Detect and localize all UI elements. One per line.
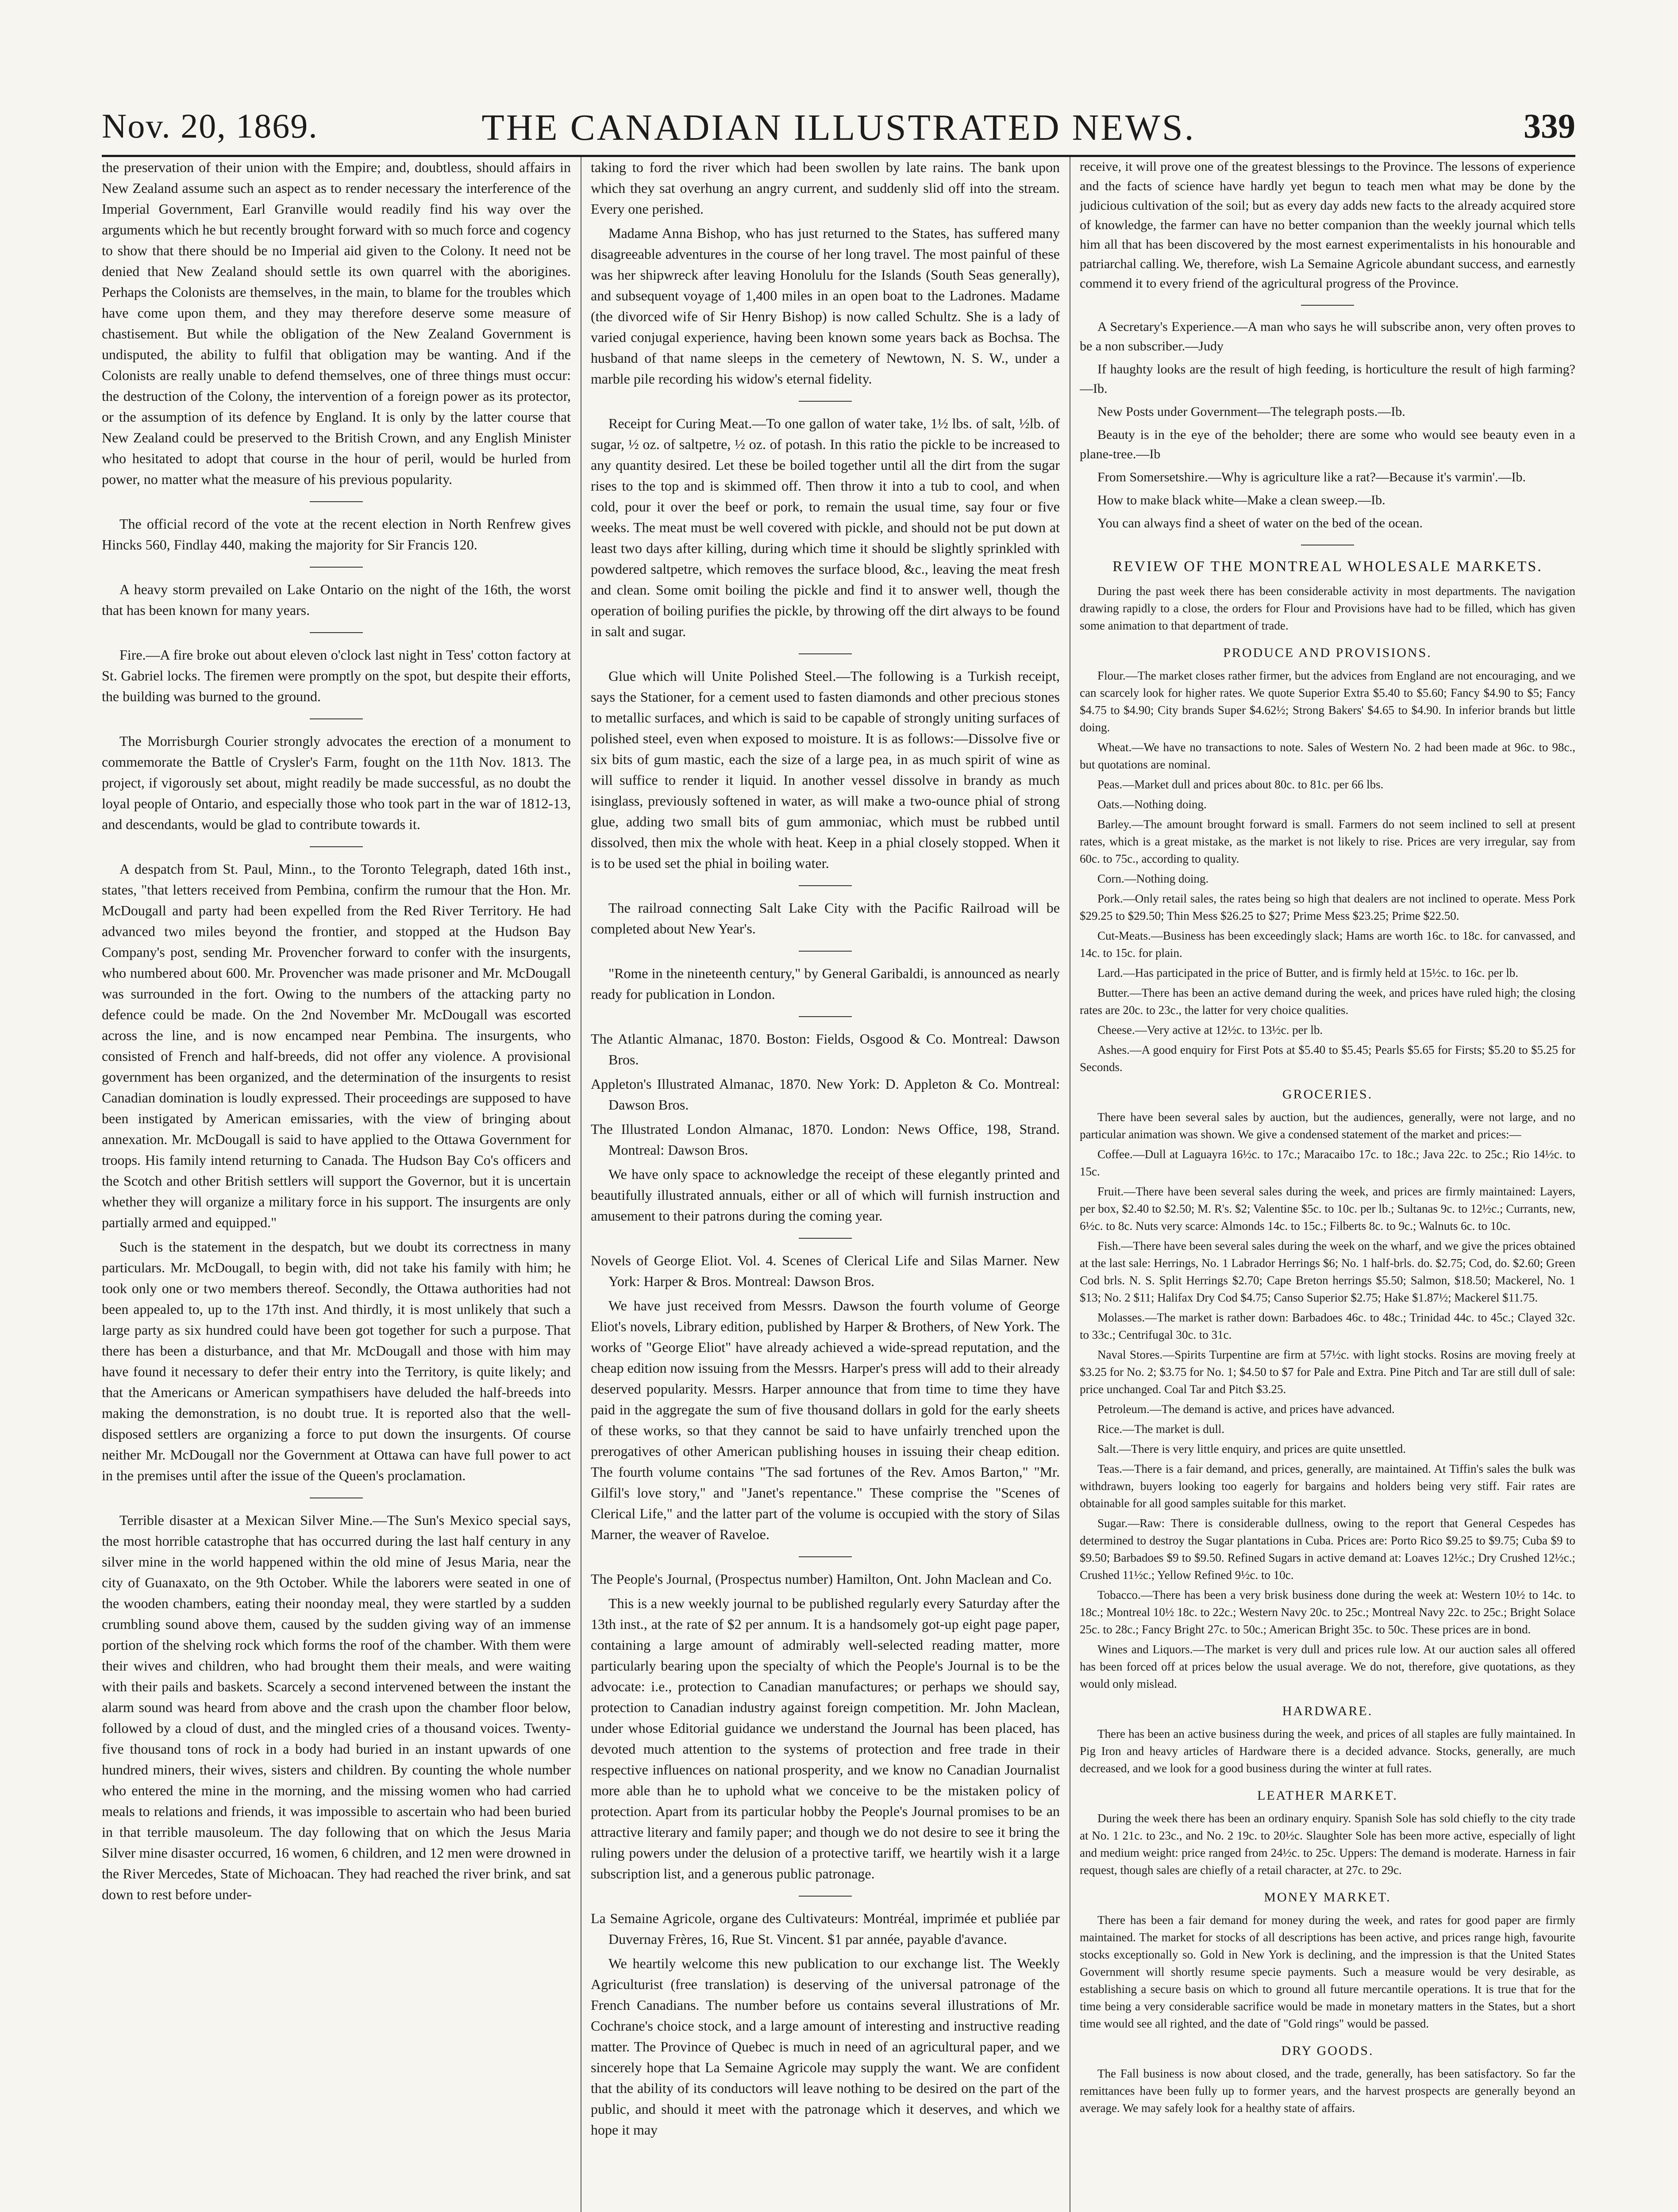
separator <box>310 632 363 633</box>
separator <box>799 951 852 952</box>
leather-heading: LEATHER MARKET. <box>1257 1788 1398 1803</box>
book-notices <box>591 1569 1060 1590</box>
produce-item: Barley.—The amount brought forward is small. Farmers do not seem inclined to sell at present rates, which is a great mistake, as the market is not likely to rise. Prices are very irregular, say from 60c. to 75c., according to quality. <box>1080 818 1575 865</box>
produce-item: Pork.—Only retail sales, the rates being so high that dealers are not inclined to operate. Mess Pork $29.25 to $29.50; Thin Mess $26.25 to $27; Prime Mess $23.25; Prime $22.50. <box>1080 892 1575 922</box>
article-paragraph: Receipt for Curing Meat.—To one gallon of water take, 1½ lbs. of salt, ½lb. of sugar, ½ oz. of saltpetre, ½ oz. of potash. In this ratio the pickle to be increased to any quantity desired. Let these be boiled together until all the dirt from the sugar rises to the top and is skimmed off. Then throw it into a tub to cool, and when cold, pour it over the beef or pork, to remain the usual time, say four or five weeks. The meat must be well covered with pickle, and should not be put down at least two days after killing, during which time it should be slightly sprinkled with powdered saltpetre, which removes the surface blood, &c., leaving the meat fresh and clean. Some omit boiling the pickle and find it to answer well, though the operation of boiling purifies the pickle, by throwing off the dirt always to be found in salt and sugar. <box>591 415 1060 639</box>
separator <box>310 501 363 502</box>
column-3 <box>1080 157 1575 2212</box>
article-paragraph: The Morrisburgh Courier strongly advocates the erection of a monument to commemorate the Battle of Crysler's Farm, fought on the 11th Nov. 1813. The project, if vigorously set about, might readily be made successful, as no doubt the loyal people of Ontario, and especially those who took part in the war of 1812-13, and descendants, would be glad to contribute towards it. <box>102 733 571 832</box>
dry-goods-heading: DRY GOODS. <box>1281 2043 1374 2058</box>
article-paragraph: Fire.—A fire broke out about eleven o'clock last night in Tess' cotton factory at St. Gabriel locks. The firemen were promptly on the spot, but despite their efforts, the building was burned to the ground. <box>102 647 571 704</box>
produce-list <box>1080 667 1575 1076</box>
groceries-item: Sugar.—Raw: There is considerable dullness, owing to the report that General Cespedes has determined to destroy the Sugar plantations in Cuba. Prices are: Porto Rico $9.25 to $9.75; Cuba $9 to $9.50; Barbadoes $9 to $9.50. Refined Sugars in active demand at: Loaves 12½c.; Dry Crushed 12½c.; Crushed 11½c.; Yellow Refined 9½c. to 10c. <box>1080 1517 1575 1582</box>
produce-item: Cut-Meats.—Business has been exceedingly slack; Hams are worth 16c. to 18c. for canvassed, and 14c. to 15c. for plain. <box>1080 929 1575 960</box>
book-notice: Appleton's Illustrated Almanac, 1870. New York: D. Appleton & Co. Montreal: Dawson Bros. <box>591 1076 1060 1113</box>
separator <box>799 1896 852 1897</box>
separator <box>1301 305 1354 306</box>
groceries-item: Fish.—There have been several sales during the week on the wharf, and we give the prices obtained at the last sale: Herrings, No. 1 Labrador Herrings $6; No. 1 half-brls. do. $2.75; Cod, do. $2.60; Green Cod brls. N. S. Split Herrings $2.70; Cape Breton herrings $5.50; Salmon, $18.50; Mackerel, No. 1 $13; No. 2 $11; Halifax Dry Cod $4.75; Canso Superior $2.75; Hake $1.87½; Mackerel $11.75. <box>1080 1239 1575 1304</box>
article-paragraph: "Rome in the nineteenth century," by General Garibaldi, is announced as nearly ready for publication in London. <box>591 965 1060 1002</box>
groceries-item: Salt.—There is very little enquiry, and prices are quite unsettled. <box>1097 1442 1406 1455</box>
jest-item: If haughty looks are the result of high feeding, is horticulture the result of high farming?—Ib. <box>1080 362 1575 396</box>
hardware-text: There has been an active business during the week, and prices of all staples are fully maintained. In Pig Iron and heavy articles of Hardware there is a decided advance. Stocks, generally, are much decreased, and we look for a good business during the winter at full rates. <box>1080 1727 1575 1775</box>
book-notices <box>591 1029 1060 1160</box>
separator <box>799 1238 852 1239</box>
groceries-intro: There have been several sales by auction, but the audiences, generally, were not large, and no particular animation was shown. We give a condensed statement of the market and prices:— <box>1080 1110 1575 1141</box>
article-paragraph: We have only space to acknowledge the receipt of these elegantly printed and beautifully illustrated annuals, either or all of which will furnish instruction and amusement to their patrons during the coming year. <box>591 1166 1060 1224</box>
article-paragraph: taking to ford the river which had been swollen by late rains. The bank upon which they sat overhung an angry current, and suddenly slid off into the stream. Every one perished. <box>591 159 1060 217</box>
jest-item: A Secretary's Experience.—A man who says he will subscribe anon, very often proves to be a non subscriber.—Judy <box>1080 319 1575 353</box>
separator <box>799 1016 852 1017</box>
dry-goods-text: The Fall business is now about closed, and the trade, generally, has been satisfactory. So far the remittances have been fully up to former years, and the harvest prospects are generally beyond an average. We may safely look for a healthy state of affairs. <box>1080 2067 1575 2115</box>
separator <box>799 1556 852 1557</box>
masthead-title: THE CANADIAN ILLUSTRATED NEWS. <box>481 107 1196 148</box>
book-notices <box>591 1908 1060 1950</box>
separator <box>310 718 363 719</box>
produce-item: Corn.—Nothing doing. <box>1097 872 1209 885</box>
groceries-list <box>1080 1146 1575 1693</box>
book-notice: The People's Journal, (Prospectus number) Hamilton, Ont. John Maclean and Co. <box>591 1571 1052 1587</box>
book-notice: The Illustrated London Almanac, 1870. London: News Office, 198, Strand. Montreal: Dawson Bros. <box>591 1121 1060 1158</box>
markets-heading: REVIEW OF THE MONTREAL WHOLESALE MARKETS. <box>1112 558 1543 575</box>
jest-item: From Somersetshire.—Why is agriculture like a rat?—Because it's varmin'.—Ib. <box>1097 470 1526 484</box>
produce-item: Lard.—Has participated in the price of Butter, and is firmly held at 15½c. to 16c. per lb. <box>1097 966 1519 979</box>
article-paragraph: the preservation of their union with the Empire; and, doubtless, should affairs in New Zealand assume such an aspect as to render necessary the interference of the Imperial Government, Earl Granville would readily find his way over the arguments which he but recently brought forward with so much force and cogency to show that there should be no Imperial aid given to the Colony. It need not be denied that New Zealand should settle its own quarrel with the aborigines. Perhaps the Colonists are themselves, in the main, to blame for the troubles which have come upon them, and they may therefore deserve some measure of chastisement. But while the obligation of the New Zealand Government is undisputed, the ability to fulfil that obligation may be wanting. And if the Colonists are really unable to defend themselves, one of three things must occur: the destruction of the Colony, the intervention of a foreign power as its protector, or the assumption of its defence by England. It is only by the latter course that New Zealand could be preserved to the British Crown, and any English Minister who hesitated to adopt that course in the hour of peril, would be hurled from power, no matter what the measure of his previous popularity. <box>102 159 571 487</box>
book-notice: Novels of George Eliot. Vol. 4. Scenes of Clerical Life and Silas Marner. New York: Harper & Bros. Montreal: Dawson Bros. <box>591 1252 1060 1289</box>
article-paragraph: A heavy storm prevailed on Lake Ontario on the night of the 16th, the worst that has been known for many years. <box>102 581 571 618</box>
money-heading: MONEY MARKET. <box>1264 1890 1391 1905</box>
produce-item: Oats.—Nothing doing. <box>1097 798 1207 811</box>
article-paragraph: This is a new weekly journal to be published regularly every Saturday after the 13th inst., at the rate of $2 per annum. It is a handsomely got-up eight page paper, containing a large amount of admirably well-selected reading matter, more particularly bearing upon the specialty of which the People's Journal is to be the advocate: i.e., protection to Canadian manufactures; or perhaps we should say, protection to Canadian industry against foreign competition. Mr. John Maclean, under whose Editorial guidance we understand the Journal has been placed, has devoted much attention to the systems of protection and free trade in their respective influences on national prosperity, and we know no Canadian Journalist more able than he to uphold what we conceive to be the mistaken policy of protection. Apart from its particular hobby the People's Journal promises to be an attractive literary and family paper; and though we do not desire to see it bring the ruling powers under the delusion of a protective tariff, we heartily wish it a large subscription list, and a generous public patronage. <box>591 1595 1060 1882</box>
jest-item: How to make black white—Make a clean sweep.—Ib. <box>1097 493 1386 507</box>
produce-item: Cheese.—Very active at 12½c. to 13½c. per lb. <box>1097 1023 1323 1037</box>
jest-item: New Posts under Government—The telegraph posts.—Ib. <box>1097 404 1405 419</box>
article-paragraph: Terrible disaster at a Mexican Silver Mine.—The Sun's Mexico special says, the most horrible catastrophe that has occurred during the last half century in any silver mine in the world happened within the old mine of Jesus Maria, near the city of Guanaxato, on the 9th October. While the laborers were seated in one of the wooden chambers, eating their noonday meal, they were startled by a sudden crumbling sound above them, caused by the sudden giving way of an immense portion of the shelving rock which forms the roof of the chamber. With them were their wives and children, who had brought them their meals, and were waiting with their pails and baskets. Scarcely a second intervened between the instant the alarm sound was heard from above and the crash upon the chamber floor below, followed by a cloud of dust, and the mingled cries of a thousand voices. Twenty-five thousand tons of rock in a body had buried in an instant upwards of one hundred miners, their wives, sisters and children. By counting the whole number who entered the mine in the morning, and the missing women who had carried meals to relations and friends, it was impossible to ascertain who had been buried in that terrible mausoleum. The day following that on which the Jesus Maria Silver mine disaster occurred, 16 women, 6 children, and 12 men were drowned in the River Mercedes, State of Michoacan. They had reached the river brink, and sat down to rest before under- <box>102 1512 571 1902</box>
article-paragraph: We have just received from Messrs. Dawson the fourth volume of George Eliot's novels, Library edition, published by Harper & Brothers, of New York. The works of "George Eliot" have already achieved a wide-spread reputation, and the cheap edition now issuing from the Messrs. Harper's press will add to their already deserved popularity. Messrs. Harper announce that from time to time they have paid in the aggregate the sum of five thousand dollars in gold for the early sheets of these works, so that they cannot be said to have unfairly trenched upon the prerogatives of other American publishing houses in issuing their cheap edition. The fourth volume contains "The sad fortunes of the Rev. Amos Barton," "Mr. Gilfil's love story," and "Janet's repentance." These comprise the "Scenes of Clerical Life," and the latter part of the volume is occupied with the story of Silas Marner, the weaver of Raveloe. <box>591 1298 1060 1542</box>
produce-item: Ashes.—A good enquiry for First Pots at $5.40 to $5.45; Pearls $5.65 for Firsts; $5.20 to $5.25 for Seconds. <box>1080 1043 1575 1074</box>
page-number: 339 <box>1524 107 1575 145</box>
article-paragraph: receive, it will prove one of the greatest blessings to the Province. The lessons of experience and the facts of science have hardly yet begun to teach men what may be done by the judicious cultivation of the soil; but as every day adds new facts to the already acquired store of knowledge, the farmer can have no better companion than the weekly journal which tells him all that has been discovered by the most earnest experimentalists in his honourable and patriarchal calling. We, therefore, wish La Semaine Agricole abundant success, and earnestly commend it to every friend of the agricultural progress of the Province. <box>1080 159 1575 291</box>
groceries-item: Rice.—The market is dull. <box>1097 1422 1225 1436</box>
groceries-heading: GROCERIES. <box>1282 1087 1373 1102</box>
article-paragraph: The railroad connecting Salt Lake City with the Pacific Railroad will be completed about New Year's. <box>591 900 1060 937</box>
book-notice: The Atlantic Almanac, 1870. Boston: Fields, Osgood & Co. Montreal: Dawson Bros. <box>591 1031 1060 1068</box>
article-paragraph: A despatch from St. Paul, Minn., to the Toronto Telegraph, dated 16th inst., states, "that letters received from Pembina, confirm the rumour that the Hon. Mr. McDougall and party had been expelled from the Red River Territory. He had advanced two miles beyond the frontier, and stopped at the Hudson Bay Company's post, sending Mr. Provencher forward to confer with the insurgents, who numbered about 600. Mr. Provencher was made prisoner and Mr. McDougall was surrounded in the fort. Owing to the numbers of the attacking party no defence could be made. On the 2nd November Mr. McDougall was escorted across the line, and is now encamped near Pembina. The insurgents, who consisted of French and half-breeds, did not offer any violence. A provisional government has been organized, and the determination of the insurgents to resist Canadian domination is loudly expressed. Their proceedings are supposed to have been instigated by American emissaries, with the view of bringing about annexation. Mr. McDougall is said to have applied to the Ottawa Government for troops. His family intend returning to Canada. The Hudson Bay Co's officers and the Scotch and other British settlers will support the Governor, but it is uncertain whether they will organize a military force in his support. The insurgents are only partially armed and equipped." <box>102 861 571 1230</box>
groceries-item: Fruit.—There have been several sales during the week, and prices are firmly maintained: Layers, per box, $2.40 to $2.50; M. R's. $2; Valentine $5c. to 10c. per lb.; Sultanas 9c. to 12½c.; Currants, new, 6½c. to 8c. Nuts very scarce: Almonds 14c. to 15c.; Filberts 8c. to 9c.; Walnuts 6c. to 10c. <box>1080 1185 1575 1233</box>
article-paragraph: Madame Anna Bishop, who has just returned to the States, has suffered many disagreeable adventures in the course of her long travel. The most painful of these was her shipwreck after leaving Honolulu for the Islands (South Seas generally), and subsequent voyage of 1,400 miles in an open boat to the Ladrones. Madame (the divorced wife of Sir Henry Bishop) is now called Schultz. She is a lady of varied conjugal experience, having been known some years back as Bochsa. The husband of that name sleeps in the cemetery of Newtown, N. S. W., under a marble pile recording his widow's eternal fidelity. <box>591 225 1060 387</box>
separator <box>799 885 852 886</box>
groceries-item: Tobacco.—There has been a very brisk business done during the week at: Western 10½ to 14c. to 18c.; Montreal 10½ 18c. to 22c.; Western Navy 20c. to 25c.; Montreal Navy 22c. to 25c.; Bright Solace 25c. to 28c.; Fancy Bright 27c. to 50c.; American Bright 35c. to 50c. These prices are in bond. <box>1080 1588 1575 1636</box>
separator <box>310 567 363 568</box>
jest-item: You can always find a sheet of water on the bed of the ocean. <box>1097 516 1423 530</box>
issue-date: Nov. 20, 1869. <box>102 107 318 145</box>
book-notices <box>591 1250 1060 1292</box>
groceries-item: Teas.—There is a fair demand, and prices, generally, are maintained. At Tiffin's sales the bulk was withdrawn, buyers looking too eagerly for bargains and holders being very stiff. Fair rates are obtainable for all good samples suitable for this market. <box>1080 1462 1575 1510</box>
column-2 <box>591 157 1060 2212</box>
produce-heading: PRODUCE AND PROVISIONS. <box>1223 645 1432 660</box>
page-header <box>102 93 1575 157</box>
produce-item: Flour.—The market closes rather firmer, but the advices from England are not encouraging, and we can scarcely look for higher rates. We quote Superior Extra $5.40 to $5.60; Fancy $4.90 to $5; Fancy $4.75 to $4.90; City brands Super $4.62½; Strong Bakers' $4.65 to $4.90. In inferior brands but little doing. <box>1080 669 1575 734</box>
produce-item: Peas.—Market dull and prices about 80c. to 81c. per 66 lbs. <box>1097 778 1384 791</box>
groceries-item: Wines and Liquors.—The market is very dull and prices rule low. At our auction sales all offered has been forced off at prices below the usual average. We do not, therefore, give quotations, as they would only mislead. <box>1080 1643 1575 1690</box>
produce-item: Butter.—There has been an active demand during the week, and prices have ruled high; the closing rates are 20c. to 23c., the latter for very choice qualities. <box>1080 986 1575 1017</box>
produce-item: Wheat.—We have no transactions to note. Sales of Western No. 2 had been made at 96c. to 98c., but quotations are nominal. <box>1080 741 1575 771</box>
separator <box>799 401 852 402</box>
jest-item: Beauty is in the eye of the beholder; there are some who would see beauty even in a plane-tree.—Ib <box>1080 427 1575 461</box>
hardware-heading: HARDWARE. <box>1282 1704 1373 1718</box>
groceries-item: Petroleum.—The demand is active, and prices have advanced. <box>1097 1402 1395 1416</box>
article-paragraph: Such is the statement in the despatch, but we doubt its correctness in many particulars. Mr. McDougall, to begin with, did not take his family with him; he took only one or two members thereof. Secondly, the Ottawa authorities had not been appealed to, up to the 17th inst. And thirdly, it is most unlikely that such a large party as six hundred could have been got together for such a purpose. That there has been a disturbance, and that Mr. McDougall and those with him may have found it necessary to defer their entry into the Territory, is quite likely; and that the Americans or American sympathisers have deluded the half-breeds into making the demonstration, is no doubt true. It is reported also that the well-disposed settlers are organizing a force to put down the insurgents. Of course neither Mr. McDougall nor the Government at Ottawa can have full power to act in the premises until after the issue of the Queen's proclamation. <box>102 1239 571 1483</box>
money-text: There has been a fair demand for money during the week, and rates for good paper are firmly maintained. The market for stocks of all descriptions has been active, and prices range high, favourite stocks exceptionally so. Gold in New York is declining, and the impression is that the United States Government will shortly resume specie payments. Such a measure would be very desirable, as establishing a secure basis on which to ground all future mercantile operations. It is true that for the time being a very considerable sacrifice would be made in monetary matters in the States, but a short time would see all righted, and the date of "Gold rings" would be passed. <box>1080 1913 1575 2030</box>
separator <box>799 653 852 654</box>
article-paragraph: Glue which will Unite Polished Steel.—The following is a Turkish receipt, says the Stationer, for a cement used to fasten diamonds and other precious stones to metallic surfaces, and which is said to be capable of strongly uniting surfaces of polished steel, even when exposed to moisture. It is as follows:—Dissolve five or six bits of gum mastic, each the size of a large pea, in as much spirit of wine as will suffice to render it liquid. In another vessel dissolve in brandy as much isinglass, previously softened in water, as will make a two-ounce phial of strong glue, adding two small bits of gum ammoniac, which must be rubbed until dissolved, then mix the whole with heat. Keep in a phial closely stopped. When it is to be used set the phial in boiling water. <box>591 668 1060 871</box>
groceries-item: Naval Stores.—Spirits Turpentine are firm at 57½c. with light stocks. Rosins are moving freely at $3.25 for No. 2; $3.75 for No. 1; $4.50 to $7 for Pale and Extra. Pine Pitch and Tar are still dull of sale: price unchanged. Coal Tar and Pitch $3.25. <box>1080 1348 1575 1396</box>
article-paragraph: We heartily welcome this new publication to our exchange list. The Weekly Agriculturist (free translation) is deserving of the universal patronage of the French Canadians. The number before us contains several illustrations of Mr. Cochrane's choice stock, and a large amount of interesting and instructive reading matter. The Province of Quebec is much in need of an agricultural paper, and we sincerely hope that La Semaine Agricole may supply the want. We are confident that the ability of its conductors will leave nothing to be desired on the part of the public, and should it meet with the patronage which it deserves, and which we hope it may <box>591 1955 1060 2138</box>
groceries-item: Coffee.—Dull at Laguayra 16½c. to 17c.; Maracaibo 17c. to 18c.; Java 22c. to 25c.; Rio 14½c. to 15c. <box>1080 1148 1575 1178</box>
separator <box>310 846 363 847</box>
book-notice: La Semaine Agricole, organe des Cultivateurs: Montréal, imprimée et publiée par Duvernay Frères, 16, Rue St. Vincent. $1 par année, payable d'avance. <box>591 1910 1060 1947</box>
groceries-item: Molasses.—The market is rather down: Barbadoes 46c. to 48c.; Trinidad 44c. to 45c.; Clayed 32c. to 33c.; Centrifugal 30c. to 31c. <box>1080 1311 1575 1341</box>
markets-section <box>1080 583 1575 2117</box>
leather-text: During the week there has been an ordinary enquiry. Spanish Sole has sold chiefly to the city trade at No. 1 21c. to 23c., and No. 2 19c. to 20½c. Slaughter Sole has been more active, especially of light and medium weight: price ranged from 24½c. to 25c. Uppers: The demand is moderate. Harness in fair request, though sales are chiefly of a retail character, at 27c. to 29c. <box>1080 1812 1575 1877</box>
column-1 <box>102 157 571 2212</box>
article-paragraph: The official record of the vote at the recent election in North Renfrew gives Hincks 560, Findlay 440, making the majority for Sir Francis 120. <box>102 516 571 553</box>
markets-intro: During the past week there has been considerable activity in most departments. The navigation drawing rapidly to a close, the orders for Flour and Provisions have had to be filled, which has given some animation to that department of trade. <box>1080 584 1575 632</box>
